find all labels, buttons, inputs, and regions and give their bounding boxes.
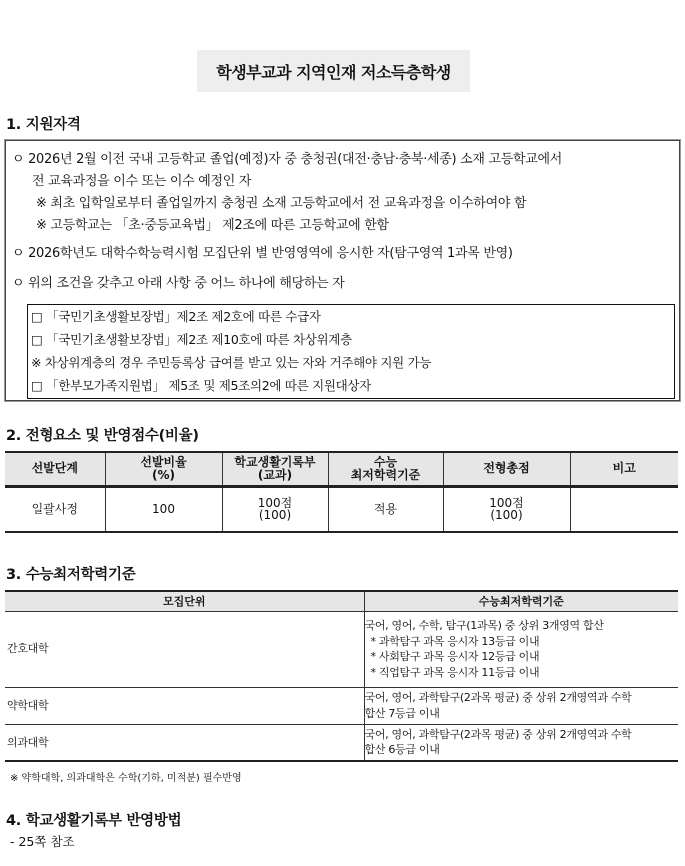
cell: 100 xyxy=(105,486,222,532)
cell: 100점 (100) xyxy=(443,486,570,532)
header-cell: 수능최저학력기준 xyxy=(364,591,678,611)
cell: 일괄사정 xyxy=(5,486,105,532)
table-row xyxy=(5,486,678,532)
eligibility-box xyxy=(5,140,680,401)
header-cell: 수능 최저학력기준 xyxy=(328,452,443,486)
criteria-item: □ 「한부모가족지원법」 제5조 및 제5조의2에 따른 지원대상자 xyxy=(31,378,371,393)
eligibility-line: 전 교육과정을 이수 또는 이수 예정인 자 xyxy=(32,174,252,189)
criteria-cell: 국어, 영어, 과학탐구(2과목 평균) 중 상위 2개영역과 수학 합산 6등급 이내 xyxy=(364,724,678,761)
section-2-heading: 2. 전형요소 및 반영점수(비율) xyxy=(6,428,199,444)
unit-cell: 약학대학 xyxy=(5,687,364,724)
section-1-heading: 1. 지원자격 xyxy=(6,117,81,133)
eligibility-note: ※ 고등학교는 「초·중등교육법」 제2조에 따른 고등학교에 한함 xyxy=(36,218,389,233)
eligibility-line: ㅇ 2026학년도 대학수학능력시험 모집단위 별 반영영역에 응시한 자(탐구영역 1과목 반영) xyxy=(12,246,513,261)
criteria-item: □ 「국민기초생활보장법」제2조 제10호에 따른 차상위계층 xyxy=(31,332,352,347)
page-title: 학생부교과 지역인재 저소득층학생 xyxy=(197,50,470,92)
income-criteria-box xyxy=(27,304,675,399)
criteria-cell: 국어, 영어, 과학탐구(2과목 평균) 중 상위 2개영역과 수학 합산 7등급 이내 xyxy=(364,687,678,724)
header-cell: 비고 xyxy=(570,452,678,486)
table-row xyxy=(5,724,678,761)
section-4-heading: 4. 학교생활기록부 반영방법 xyxy=(6,813,182,829)
header-cell: 전형총점 xyxy=(443,452,570,486)
header-cell: 모집단위 xyxy=(5,591,364,611)
criteria-item: □ 「국민기초생활보장법」제2조 제2호에 따른 수급자 xyxy=(31,309,321,324)
criteria-cell: 국어, 영어, 수학, 탐구(1과목) 중 상위 3개영역 합산 * 과학탐구 과목 응시자 13등급 이내 * 사회탐구 과목 응시자 12등급 이내 * 직업탐구 과목 응시자 11등급 이내 xyxy=(364,611,678,687)
table-row xyxy=(5,687,678,724)
criteria-note: ※ 차상위계층의 경우 주민등록상 급여를 받고 있는 자와 거주해야 지원 가능 xyxy=(31,355,432,370)
header-cell: 학교생활기록부 (교과) xyxy=(222,452,328,486)
unit-cell: 의과대학 xyxy=(5,724,364,761)
header-cell: 선발비율 (%) xyxy=(105,452,222,486)
cell: 100점 (100) xyxy=(222,486,328,532)
selection-elements-table xyxy=(5,451,678,533)
eligibility-line: ㅇ 위의 조건을 갖추고 아래 사항 중 어느 하나에 해당하는 자 xyxy=(12,276,345,291)
header-cell: 선발단계 xyxy=(5,452,105,486)
table-footnote: ※ 약학대학, 의과대학은 수학(기하, 미적분) 필수반영 xyxy=(10,773,242,784)
eligibility-note: ※ 최초 입학일로부터 졸업일까지 충청권 소재 고등학교에서 전 교육과정을 이수하여야 함 xyxy=(36,196,527,211)
unit-cell: 간호대학 xyxy=(5,611,364,687)
table-row xyxy=(5,611,678,687)
cell xyxy=(570,486,678,532)
cell: 적용 xyxy=(328,486,443,532)
section-4-text: - 25쪽 참조 xyxy=(10,834,75,849)
section-3-heading: 3. 수능최저학력기준 xyxy=(6,567,136,583)
csat-minimum-table xyxy=(5,590,678,762)
eligibility-line: ㅇ 2026년 2월 이전 국내 고등학교 졸업(예정)자 중 충청권(대전·충남·충북·세종) 소재 고등학교에서 xyxy=(12,152,563,167)
